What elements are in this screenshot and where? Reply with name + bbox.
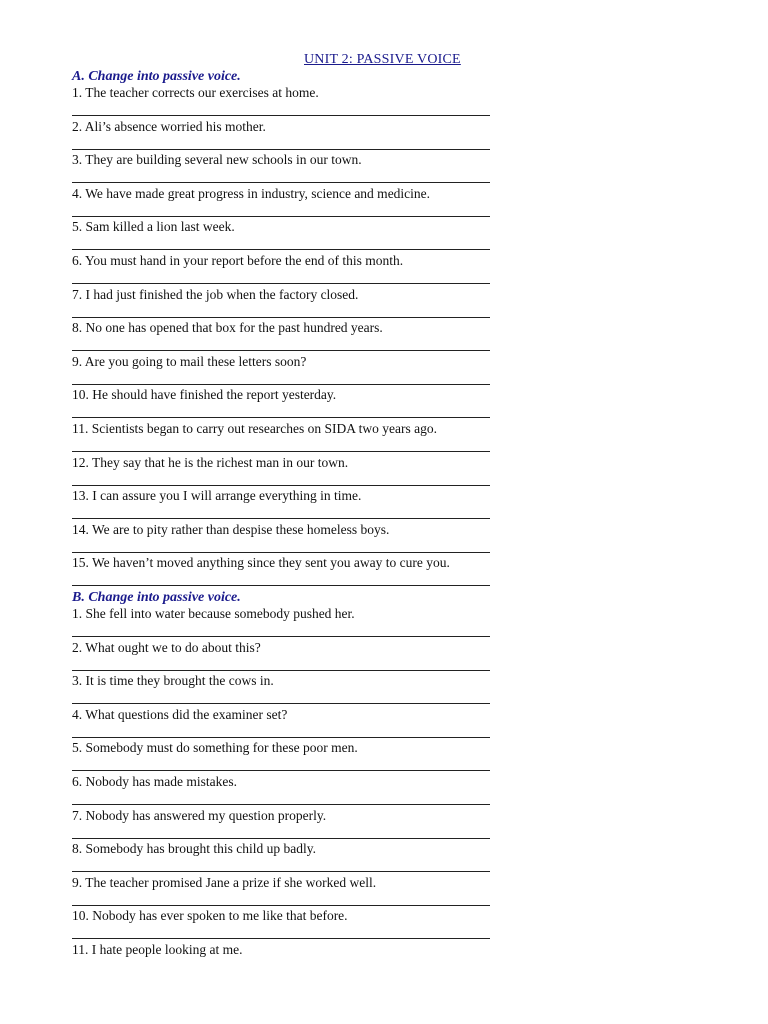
- answer-line[interactable]: [72, 518, 490, 519]
- answer-line[interactable]: [72, 283, 490, 284]
- exercise-sentence: 2. Ali’s absence worried his mother.: [72, 118, 266, 134]
- exercise-item: [72, 186, 450, 220]
- exercise-item: [72, 455, 450, 489]
- answer-line[interactable]: [72, 451, 490, 452]
- exercise-sentence: 3. It is time they brought the cows in.: [72, 673, 274, 689]
- answer-line[interactable]: [72, 115, 490, 116]
- exercise-sentence: 12. They say that he is the richest man in our town.: [72, 454, 349, 470]
- answer-line[interactable]: [72, 417, 490, 418]
- exercise-sentence: 15. We haven’t moved anything since they sent you away to cure you.: [72, 555, 450, 571]
- exercise-item: [72, 287, 450, 321]
- answer-line[interactable]: [72, 737, 490, 738]
- exercise-item: [72, 774, 376, 808]
- exercise-item: [72, 119, 450, 153]
- exercise-item: [72, 488, 450, 522]
- exercise-sentence: 1. She fell into water because somebody pushed her.: [72, 606, 355, 621]
- answer-line[interactable]: [72, 905, 490, 906]
- answer-line[interactable]: [72, 938, 490, 939]
- answer-line[interactable]: [72, 384, 490, 385]
- exercise-item: [72, 673, 376, 707]
- section-a-list: [72, 85, 450, 589]
- exercise-sentence: 8. Somebody has brought this child up badly.: [72, 841, 316, 857]
- answer-line[interactable]: [72, 871, 490, 872]
- exercise-item: [72, 640, 376, 674]
- section-a: [72, 68, 450, 589]
- answer-line[interactable]: [72, 249, 490, 250]
- exercise-sentence: 6. You must hand in your report before the end of this month.: [72, 252, 404, 268]
- answer-line[interactable]: [72, 838, 490, 839]
- exercise-sentence: 4. What questions did the examiner set?: [72, 706, 288, 722]
- exercise-item: [72, 740, 376, 774]
- exercise-sentence: 11. I hate people looking at me.: [72, 941, 243, 957]
- answer-line[interactable]: [72, 670, 490, 671]
- exercise-sentence: 11. Scientists began to carry out researches on SIDA two years ago.: [72, 420, 438, 436]
- answer-line[interactable]: [72, 485, 490, 486]
- exercise-item: [72, 219, 450, 253]
- exercise-sentence: 8. No one has opened that box for the past hundred years.: [72, 320, 383, 336]
- answer-line[interactable]: [72, 585, 490, 586]
- page-title: UNIT 2: PASSIVE VOICE: [304, 52, 461, 67]
- answer-line[interactable]: [72, 317, 490, 318]
- exercise-sentence: 9. The teacher promised Jane a prize if she worked well.: [72, 874, 377, 890]
- exercise-item: [72, 85, 450, 119]
- exercise-item: [72, 841, 376, 875]
- section-a-heading: A. Change into passive voice.: [72, 69, 241, 84]
- exercise-item: [72, 522, 450, 556]
- exercise-sentence: 5. Sam killed a lion last week.: [72, 219, 235, 235]
- exercise-item: [72, 152, 450, 186]
- answer-line[interactable]: [72, 770, 490, 771]
- exercise-item: [72, 942, 376, 976]
- answer-line[interactable]: [72, 149, 490, 150]
- exercise-sentence: 10. He should have finished the report yesterday.: [72, 387, 337, 403]
- exercise-item: [72, 808, 376, 842]
- answer-line[interactable]: [72, 804, 490, 805]
- exercise-sentence: 14. We are to pity rather than despise these homeless boys.: [72, 521, 390, 537]
- answer-line[interactable]: [72, 216, 490, 217]
- exercise-sentence: 1. The teacher corrects our exercises at home.: [72, 85, 319, 100]
- exercise-sentence: 5. Somebody must do something for these poor men.: [72, 740, 358, 756]
- exercise-item: [72, 320, 450, 354]
- answer-line[interactable]: [72, 703, 490, 704]
- exercise-item: [72, 908, 376, 942]
- exercise-item: [72, 707, 376, 741]
- exercise-sentence: 13. I can assure you I will arrange everything in time.: [72, 488, 362, 504]
- exercise-item: [72, 387, 450, 421]
- exercise-item: [72, 421, 450, 455]
- exercise-sentence: 7. I had just finished the job when the factory closed.: [72, 286, 359, 302]
- exercise-sentence: 3. They are building several new schools in our town.: [72, 152, 362, 168]
- answer-line[interactable]: [72, 552, 490, 553]
- answer-line[interactable]: [72, 350, 490, 351]
- exercise-sentence: 2. What ought we to do about this?: [72, 639, 261, 655]
- exercise-item: [72, 606, 376, 640]
- section-b: [72, 589, 376, 976]
- exercise-item: [72, 354, 450, 388]
- exercise-sentence: 10. Nobody has ever spoken to me like that before.: [72, 908, 348, 924]
- exercise-sentence: 4. We have made great progress in industry, science and medicine.: [72, 185, 431, 201]
- answer-line[interactable]: [72, 636, 490, 637]
- exercise-sentence: 7. Nobody has answered my question properly.: [72, 807, 327, 823]
- section-b-list: [72, 606, 376, 976]
- exercise-sentence: 6. Nobody has made mistakes.: [72, 773, 237, 789]
- exercise-item: [72, 875, 376, 909]
- exercise-item: [72, 555, 450, 589]
- exercise-sentence: 9. Are you going to mail these letters soon?: [72, 353, 307, 369]
- answer-line[interactable]: [72, 182, 490, 183]
- section-b-heading: B. Change into passive voice.: [72, 590, 241, 605]
- exercise-item: [72, 253, 450, 287]
